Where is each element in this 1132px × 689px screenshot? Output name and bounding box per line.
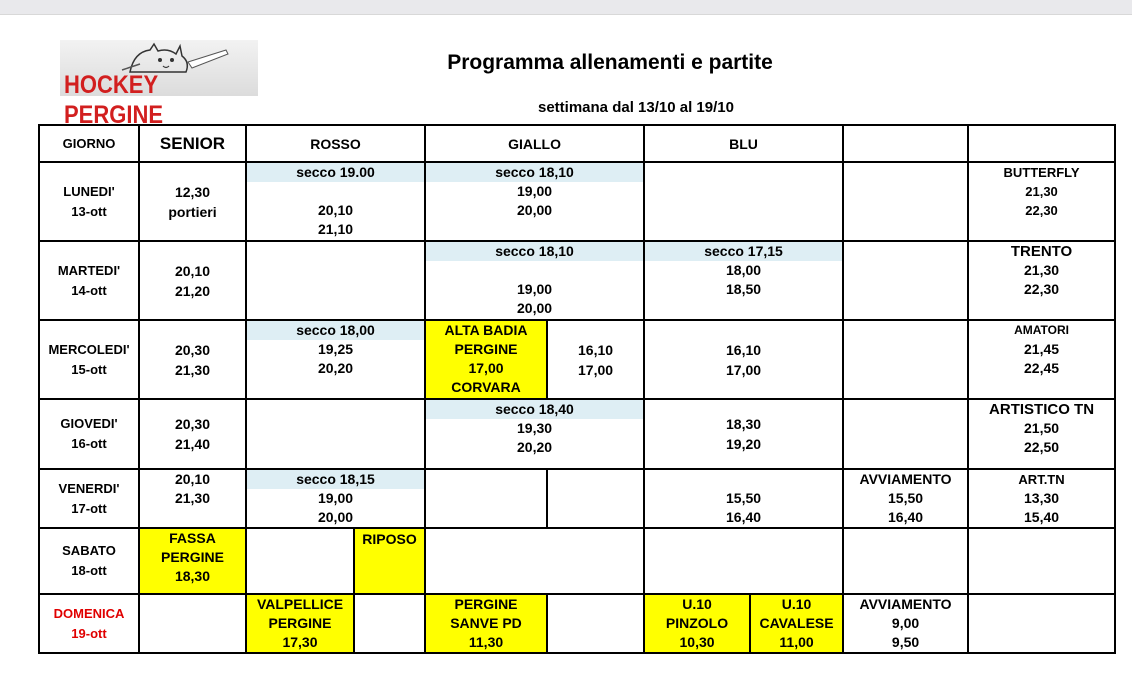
match-team: CAVALESE (759, 615, 834, 631)
note: portieri (168, 203, 217, 220)
match-time: 18,30 (174, 568, 211, 584)
day-name: SABATO (62, 543, 116, 558)
row-thursday (39, 399, 1115, 469)
time: 15,50 (888, 490, 924, 506)
extra-cell (968, 241, 1115, 320)
time: 22,45 (1024, 360, 1060, 376)
secco-band: secco 18,40 (426, 400, 643, 419)
col6-cell (843, 594, 968, 653)
day-cell (39, 528, 139, 594)
time: 16,10 (578, 341, 614, 358)
day-name: LUNEDI' (63, 183, 115, 199)
day-date: 17-ott (71, 500, 107, 516)
day-date: 15-ott (71, 361, 107, 377)
header-giorno: GIORNO (39, 125, 139, 162)
rosso-cell (246, 241, 425, 320)
rosso-cell (246, 162, 425, 241)
time: 18,00 (726, 262, 762, 278)
day-cell (39, 399, 139, 469)
match-category: U.10 (781, 596, 812, 612)
senior-cell (139, 241, 246, 320)
time (247, 182, 424, 201)
blu-match-cell-b (750, 594, 843, 653)
senior-cell (139, 469, 246, 528)
extra-cell (968, 528, 1115, 594)
match-team: SANVE PD (450, 615, 522, 631)
time: 20,20 (317, 360, 354, 376)
row-tuesday (39, 241, 1115, 320)
day-name: VENERDI' (58, 480, 120, 496)
row-monday (39, 162, 1115, 241)
extra-cell (968, 320, 1115, 399)
giallo-cell-b (547, 469, 644, 528)
col6-cell (843, 162, 968, 241)
time: 17,00 (578, 361, 614, 378)
giallo-cell (425, 399, 644, 469)
col6-cell (843, 469, 968, 528)
group-name: ARTISTICO TN (989, 401, 1095, 418)
time: 21,45 (1024, 341, 1060, 357)
blu-cell (644, 469, 843, 528)
time: 20,10 (317, 202, 354, 218)
blu-cell (644, 399, 843, 469)
extra-cell (968, 469, 1115, 528)
day-date: 16-ott (71, 436, 107, 451)
time: 12,30 (174, 183, 211, 200)
group-name: BUTTERFLY (1003, 165, 1080, 180)
match-time: 17,30 (282, 634, 318, 650)
group-name: AVVIAMENTO (859, 471, 952, 487)
match-team: PERGINE (160, 549, 224, 565)
time: 20,20 (517, 439, 553, 455)
senior-match-cell (139, 528, 246, 594)
schedule-table (38, 124, 1116, 654)
blu-cell (644, 528, 843, 594)
time: 18,30 (726, 416, 762, 432)
rosso-cell (246, 469, 425, 528)
row-wednesday (39, 320, 1115, 399)
day-cell (39, 162, 139, 241)
match-team: VALPELLICE (256, 596, 344, 612)
header-senior: SENIOR (139, 125, 246, 162)
extra-cell (968, 399, 1115, 469)
hockey-pergine-logo (60, 40, 260, 129)
match-venue: CORVARA (451, 379, 521, 395)
week-subtitle: settimana dal 13/10 al 19/10 (538, 99, 734, 116)
time: 19,30 (517, 420, 553, 436)
secco-band: secco 18,00 (247, 321, 424, 340)
time: 18,50 (726, 281, 762, 297)
blu-match-cell (644, 594, 750, 653)
time: 19,00 (517, 281, 553, 297)
giallo-cell (425, 162, 644, 241)
header-giallo: GIALLO (425, 125, 644, 162)
senior-cell (139, 399, 246, 469)
senior-cell (139, 594, 246, 653)
time: 20,00 (317, 509, 354, 525)
col6-cell (843, 528, 968, 594)
header-col6 (843, 125, 968, 162)
header-row (39, 125, 1115, 162)
time: 21,50 (1024, 420, 1060, 436)
rosso-cell (246, 528, 354, 594)
match-team: PERGINE (268, 615, 332, 631)
time: 19,20 (726, 436, 762, 452)
time: 21,30 (1024, 262, 1060, 278)
day-cell (39, 241, 139, 320)
secco-band: secco 19.00 (247, 163, 424, 182)
secco-band: secco 18,15 (247, 470, 424, 489)
giallo-cell-b (547, 594, 644, 653)
giallo-cell (547, 320, 644, 399)
time: 15,40 (1024, 509, 1060, 525)
rosso-cell (246, 320, 425, 399)
blu-cell (644, 162, 843, 241)
time: 21,30 (1025, 184, 1058, 199)
time: 17,00 (726, 361, 762, 378)
time: 9,50 (891, 634, 920, 650)
time: 16,40 (888, 509, 924, 525)
day-cell (39, 469, 139, 528)
rosso-match-cell (246, 594, 354, 653)
group-name: AMATORI (1014, 323, 1069, 337)
rosso-cell (246, 399, 425, 469)
col6-cell (843, 399, 968, 469)
time: 19,25 (317, 341, 354, 357)
time: 16,40 (726, 509, 762, 525)
time: 15,50 (726, 490, 762, 506)
time: 22,50 (1024, 439, 1060, 455)
day-cell (39, 320, 139, 399)
match-team: PINZOLO (665, 615, 729, 631)
time: 19,00 (317, 490, 354, 506)
match-time: 11,00 (779, 634, 814, 650)
rosso-cell-b (354, 594, 425, 653)
row-friday (39, 469, 1115, 528)
match-team: ALTA BADIA (444, 322, 528, 338)
day-name: MERCOLEDI' (48, 341, 130, 357)
time (426, 261, 643, 280)
giallo-match-cell (425, 320, 547, 399)
day-name: MARTEDI' (57, 262, 121, 278)
logo-text: HOCKEY PERGINE (64, 70, 164, 129)
day-date: 14-ott (71, 282, 107, 298)
giallo-match-cell (425, 594, 547, 653)
match-time: 10,30 (679, 634, 715, 650)
time: 20,10 (174, 262, 211, 279)
col6-cell (843, 241, 968, 320)
row-sunday (39, 594, 1115, 653)
group-name: ART.TN (1018, 472, 1065, 487)
time: 20,30 (174, 341, 211, 358)
col6-cell (843, 320, 968, 399)
match-category: U.10 (682, 596, 712, 612)
group-name: TRENTO (1010, 243, 1073, 260)
extra-cell (968, 594, 1115, 653)
time: 20,30 (174, 416, 211, 432)
page-title: Programma allenamenti e partite (447, 51, 773, 74)
senior-cell (139, 320, 246, 399)
rosso-rest-cell (354, 528, 425, 594)
time: 22,30 (1025, 203, 1058, 218)
blu-cell (644, 320, 843, 399)
extra-cell (968, 162, 1115, 241)
time: 21,10 (317, 221, 354, 237)
time: 20,00 (517, 300, 553, 316)
rest-label: RIPOSO (362, 531, 417, 547)
day-date: 18-ott (71, 563, 107, 578)
senior-cell (139, 162, 246, 241)
time: 13,30 (1024, 490, 1060, 506)
giallo-cell (425, 241, 644, 320)
row-saturday (39, 528, 1115, 594)
schedule-page (0, 14, 1132, 689)
day-cell (39, 594, 139, 653)
giallo-cell (425, 469, 547, 528)
secco-band: secco 17,15 (645, 242, 842, 261)
time: 22,30 (1024, 281, 1060, 297)
group-name: AVVIAMENTO (859, 596, 952, 612)
day-date: 19-ott (71, 625, 107, 641)
day-date: 13-ott (71, 203, 107, 219)
time: 9,00 (891, 615, 920, 631)
match-time: 17,00 (468, 360, 504, 376)
time: 21,30 (174, 361, 211, 378)
time: 16,10 (726, 341, 762, 358)
header-blu: BLU (644, 125, 843, 162)
match-team: FASSA (169, 530, 216, 546)
header-rosso: ROSSO (246, 125, 425, 162)
secco-band: secco 18,10 (426, 163, 643, 182)
day-name: DOMENICA (53, 605, 125, 621)
match-team: PERGINE (454, 596, 518, 612)
match-time: 11,30 (468, 634, 504, 650)
time: 21,20 (174, 282, 211, 299)
match-team: PERGINE (454, 341, 518, 357)
time: 19,00 (517, 183, 553, 199)
blu-cell (644, 241, 843, 320)
header-extra (968, 125, 1115, 162)
time: 20,00 (517, 202, 553, 218)
giallo-cell (425, 528, 644, 594)
time: 21,40 (174, 436, 211, 452)
secco-band: secco 18,10 (426, 242, 643, 261)
time: 21,30 (174, 490, 211, 506)
day-name: GIOVEDI' (60, 416, 118, 431)
time: 20,10 (174, 471, 211, 487)
